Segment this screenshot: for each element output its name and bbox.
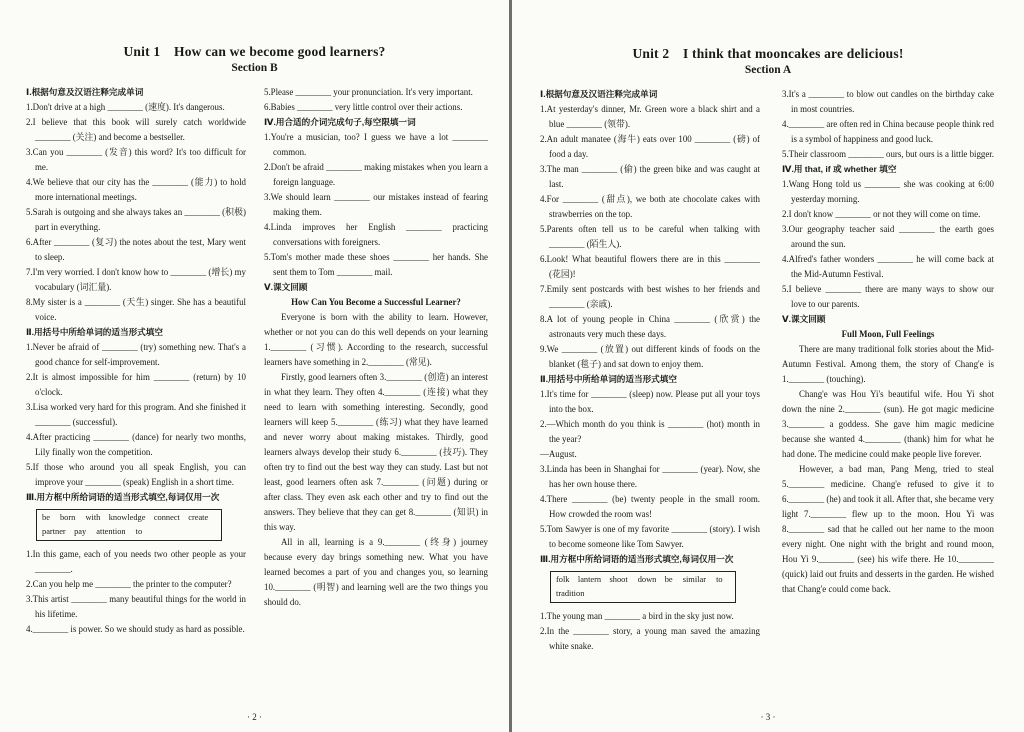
exercise-item: 2.Can you help me ________ the printer to the computer? [26, 579, 232, 589]
section-heading: Ⅴ.课文回顾 [782, 314, 826, 324]
exercise-item: 2.I don't know ________ or not they will come on time. [782, 209, 981, 219]
right-column-1 [540, 87, 760, 654]
exercise-item: 1.At yesterday's dinner, Mr. Green wore a black shirt and a blue ________ (领带). [540, 104, 760, 129]
section-heading: Ⅲ.用方框中所给词语的适当形式填空,每词仅用一次 [540, 554, 734, 564]
exercise-item: 3.Can you ________ (发音) this word? It's too difficult for me. [26, 147, 246, 172]
section-heading: Ⅴ.课文回顾 [264, 282, 308, 292]
left-column-2 [264, 85, 488, 610]
exercise-item: 2.Don't be afraid ________ making mistakes when you learn a foreign language. [264, 162, 488, 187]
passage-paragraph: Everyone is born with the ability to learn. However, whether or not you can do this well depends on your learning 1.________ (习惯). According to the research, successful learners have something in 2.________ (常见). [264, 312, 488, 367]
section-heading: Ⅳ.用合适的介词完成句子,每空限填一词 [264, 117, 416, 127]
passage-paragraph: There are many traditional folk stories about the Mid-Autumn Festival. Among them, the story of Chang'e is 1.________ (touching). [782, 344, 994, 384]
exercise-item: 6.Babies ________ very little control over their actions. [264, 102, 463, 112]
exercise-item: 4.________ are often red in China because people think red is a symbol of happiness and good luck. [782, 119, 994, 144]
section-title: Section A [744, 64, 792, 76]
exercise-item: 3.Our geography teacher said ________ the earth goes around the sun. [782, 224, 994, 249]
exercise-item: 5.Parents often tell us to be careful when talking with ________ (陌生人). [540, 224, 760, 249]
section-heading: Ⅲ.用方框中所给词语的适当形式填空,每词仅用一次 [26, 492, 220, 502]
exercise-item: 5.I believe ________ there are many ways to show our love to our parents. [782, 284, 994, 309]
passage-title: Full Moon, Full Feelings [841, 329, 935, 339]
exercise-line: —August. [540, 449, 577, 459]
exercise-item: 5.Tom Sawyer is one of my favorite ________ (story). I wish to become someone like Tom Sawyer. [540, 524, 760, 549]
section-heading: Ⅱ.用括号中所给单词的适当形式填空 [26, 327, 163, 337]
exercise-item: 4.After practicing ________ (dance) for nearly two months, Lily finally won the competition. [26, 432, 246, 457]
exercise-item: 1.Wang Hong told us ________ she was cooking at 6:00 yesterday morning. [782, 179, 994, 204]
exercise-item: 7.I'm very worried. I don't know how to ________ (增长) my vocabulary (词汇量). [26, 267, 246, 292]
left-page [0, 0, 509, 732]
passage-paragraph: Chang'e was Hou Yi's beautiful wife. Hou Yi shot down the nine 2.________ (sun). He got magic medicine 3.________ a goddess. She gave him magic medicine because she wanted 4.________ (thank) him for what he had done. The medicine could make people live forever. [782, 389, 994, 459]
section-heading: Ⅳ.用 that, if 或 whether 填空 [782, 164, 897, 174]
exercise-item: 2.In the ________ story, a young man saved the amazing white snake. [540, 626, 760, 651]
exercise-item: 1.The young man ________ a bird in the sky just now. [540, 611, 734, 621]
exercise-item: 3.Lisa worked very hard for this program. And she finished it ________ (successful). [26, 402, 246, 427]
exercise-item: 4.There ________ (be) twenty people in the small room. How crowded the room was! [540, 494, 760, 519]
exercise-item: 9.We ________ (放置) out different kinds of foods on the blanket (毯子) and sat down to enjoy them. [540, 344, 760, 369]
exercise-item: 7.Emily sent postcards with best wishes to her friends and ________ (亲戚). [540, 284, 760, 309]
right-page [512, 0, 1024, 732]
exercise-item: 6.After ________ (复习) the notes about the test, Mary went to sleep. [26, 237, 246, 262]
section-heading: Ⅰ.根据句意及汉语注释完成单词 [540, 89, 658, 99]
exercise-item: 3.This artist ________ many beautiful things for the world in his lifetime. [26, 594, 246, 619]
exercise-item: 3.The man ________ (偷) the green bike and was caught at last. [540, 164, 760, 189]
exercise-item: 2.I believe that this book will surely catch worldwide ________ (关注) and become a bestseller. [26, 117, 246, 142]
passage-paragraph: All in all, learning is a 9.________ (终身) journey because every day brings something new. What you have learned becomes a part of you and changes you, so learning 10.________ (明智) and learning well are the two things you should do. [264, 537, 488, 607]
unit-title: Unit 1 How can we become good learners? [123, 44, 386, 59]
exercise-item: 4.For ________ (甜点), we both ate chocolate cakes with strawberries on the top. [540, 194, 760, 219]
word-box: be born with knowledge connect create partner pay attention to [36, 509, 222, 541]
exercise-item: 4.Linda improves her English ________ practicing conversations with foreigners. [264, 222, 488, 247]
exercise-item: 8.A lot of young people in China ________ (欣赏) the astronauts very much these days. [540, 314, 760, 339]
exercise-item: 4.Alfred's father wonders ________ he will come back at the Mid-Autumn Festival. [782, 254, 994, 279]
left-column-1 [26, 85, 246, 637]
page-number: · 2 · [247, 712, 262, 722]
exercise-item: 8.My sister is a ________ (天生) singer. She has a beautiful voice. [26, 297, 246, 322]
exercise-item: 3.It's a ________ to blow out candles on the birthday cake in most countries. [782, 89, 994, 114]
exercise-item: 2.—Which month do you think is ________ (hot) month in the year? [540, 419, 760, 444]
exercise-item: 5.If those who around you all speak English, you can improve your ________ (speak) English in a short time. [26, 462, 246, 487]
section-heading: Ⅱ.用括号中所给单词的适当形式填空 [540, 374, 677, 384]
exercise-item: 5.Tom's mother made these shoes ________ her hands. She sent them to Tom ________ mail. [264, 252, 488, 277]
exercise-item: 6.Look! What beautiful flowers there are in this ________ (花园)! [540, 254, 760, 279]
section-title: Section B [231, 62, 278, 74]
exercise-item: 2.An adult manatee (海牛) eats over 100 ________ (磅) of food a day. [540, 134, 760, 159]
right-column-2 [782, 87, 994, 597]
exercise-item: 4.________ is power. So we should study as hard as possible. [26, 624, 245, 634]
passage-paragraph: Firstly, good learners often 3.________ (创造) an interest in what they learn. They often 4.________ (连接) what they need to learn with something interesting. Secondly, good learners will keep 5.________ (练习) what they have learned and never worry about making mistakes. Thirdly, good learners always develop their study 6.________ (技巧). They often try to find out the best way they can study. Last but not least, good learners often ask 7.________ (问题) during or after class. They even ask each other and try to find out the answers. They believe that they can get 8.________ (知识) in this way. [264, 372, 488, 532]
exercise-item: 3.We should learn ________ our mistakes instead of fearing making them. [264, 192, 488, 217]
passage-paragraph: However, a bad man, Pang Meng, tried to steal 5.________ medicine. Chang'e refused to give it to 6.________ (he) and took it all. After that, she became very light 7.________ flew up to the moon. Hou Yi was 8.________ sad that he called out her name to the moon every night. One night with the bright and round moon, Hou Yi 9.________ (see) his wife there. He 10.________ (quick) laid out fruits and desserts in the garden. He wished that Chang'e could come back. [782, 464, 994, 594]
exercise-item: 5.Their classroom ________ ours, but ours is a little bigger. [782, 149, 994, 159]
exercise-item: 1.In this game, each of you needs two other people as your ________. [26, 549, 246, 574]
section-heading: Ⅰ.根据句意及汉语注释完成单词 [26, 87, 144, 97]
unit-title: Unit 2 I think that mooncakes are delicious! [632, 46, 904, 61]
page-number: · 3 · [760, 712, 776, 722]
exercise-item: 1.Never be afraid of ________ (try) something new. That's a good chance for self-improvement. [26, 342, 246, 367]
word-box: folk lantern shoot down be similar to tradition [550, 571, 736, 603]
exercise-item: 5.Please ________ your pronunciation. It's very important. [264, 87, 473, 97]
passage-title: How Can You Become a Successful Learner? [291, 297, 461, 307]
exercise-item: 5.Sarah is outgoing and she always takes an ________ (积极) part in everything. [26, 207, 246, 232]
exercise-item: 1.You're a musician, too? I guess we have a lot ________ common. [264, 132, 488, 157]
exercise-item: 3.Linda has been in Shanghai for ________ (year). Now, she has her own house there. [540, 464, 760, 489]
exercise-item: 2.It is almost impossible for him ________ (return) by 10 o'clock. [26, 372, 246, 397]
exercise-item: 4.We believe that our city has the ________ (能力) to hold more international meetings. [26, 177, 246, 202]
exercise-item: 1.It's time for ________ (sleep) now. Please put all your toys into the box. [540, 389, 760, 414]
exercise-item: 1.Don't drive at a high ________ (速度). It's dangerous. [26, 102, 225, 112]
